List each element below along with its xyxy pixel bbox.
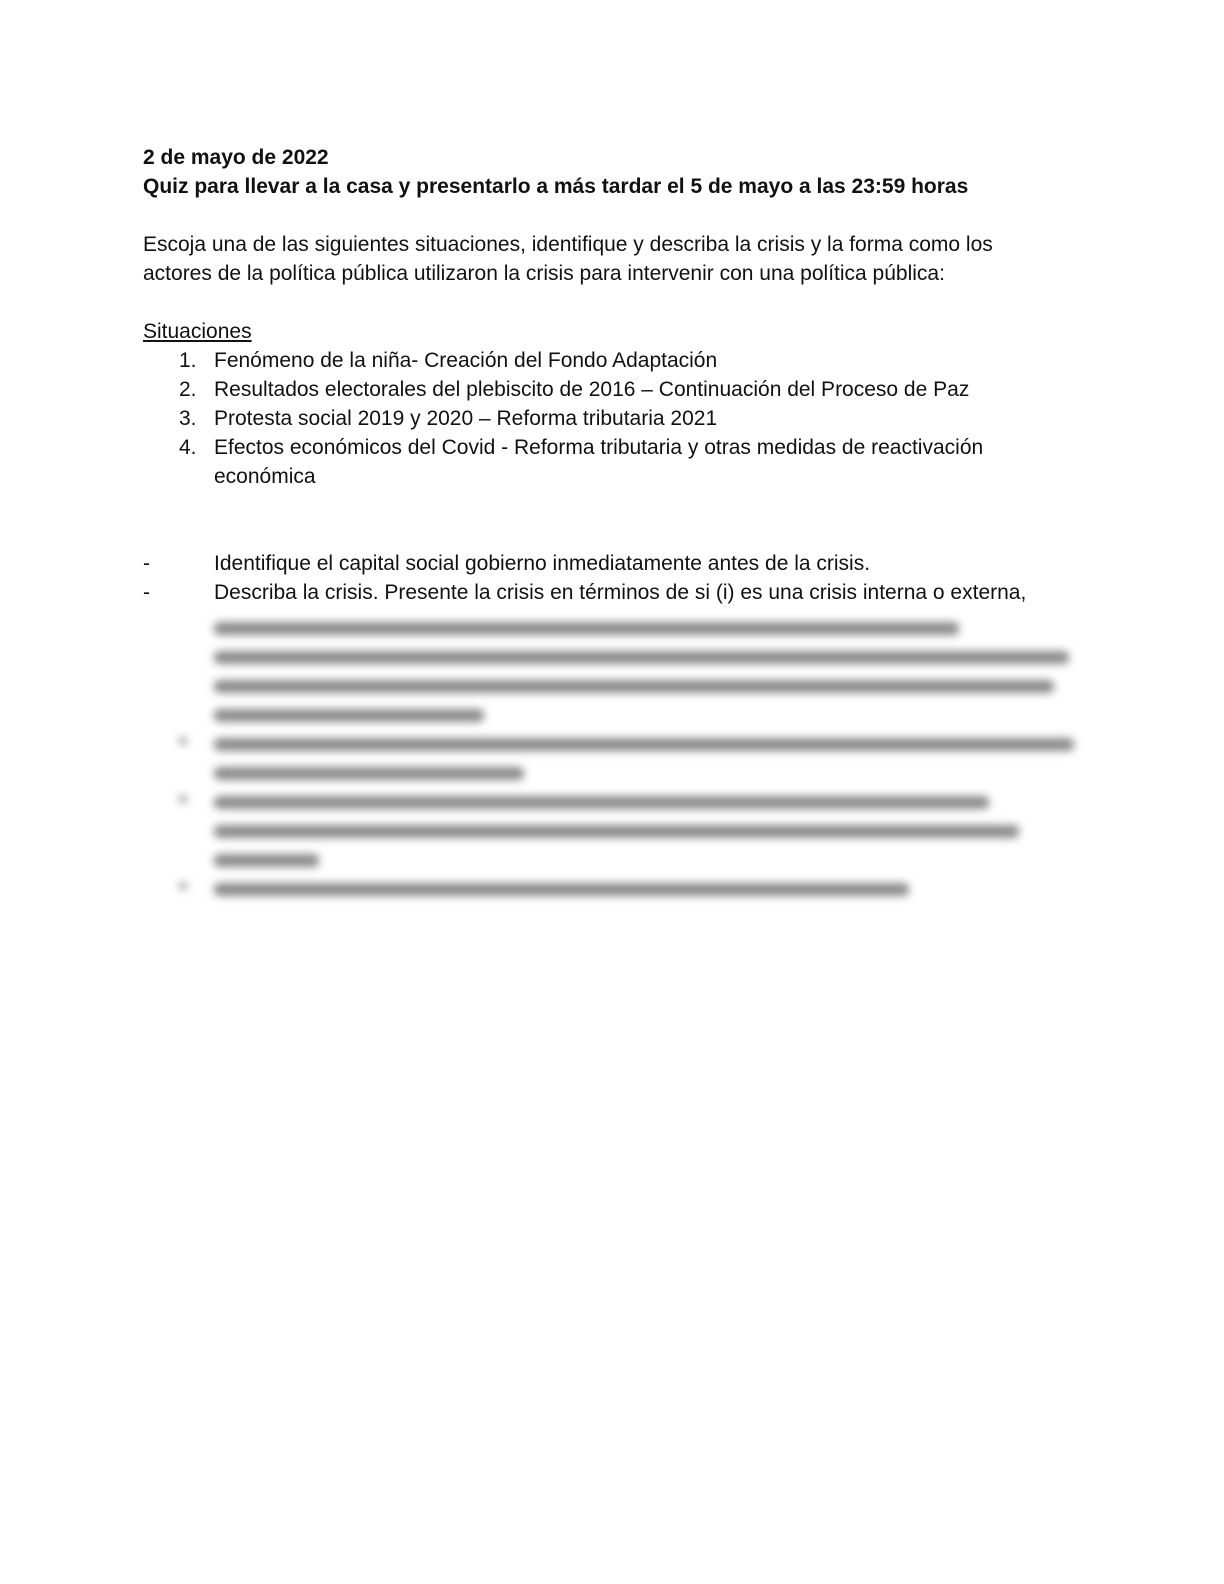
list-item-text: Protesta social 2019 y 2020 – Reforma tributaria 2021	[214, 407, 718, 430]
list-item	[143, 346, 1083, 375]
blurred-line	[214, 825, 1019, 838]
tasks-list	[143, 549, 1083, 607]
list-item	[143, 549, 1083, 578]
blurred-line	[214, 854, 319, 867]
blurred-line	[214, 767, 524, 780]
list-number: 1.	[179, 349, 197, 372]
list-item-text: Resultados electorales del plebiscito de 2016 – Continuación del Proceso de Paz	[214, 378, 970, 401]
document-date: 2 de mayo de 2022	[143, 146, 329, 169]
redacted-blurred-text	[143, 608, 1083, 908]
blurred-line	[214, 796, 989, 809]
blurred-bullet	[179, 796, 187, 802]
blurred-line	[214, 883, 909, 896]
blurred-line	[214, 709, 484, 722]
list-item	[143, 578, 1083, 607]
blurred-bullet	[179, 738, 187, 744]
list-item	[143, 404, 1083, 433]
blurred-bullet	[179, 883, 187, 889]
list-item	[143, 433, 1083, 491]
situations-heading: Situaciones	[143, 320, 252, 343]
blurred-line	[214, 651, 1069, 664]
list-item-text: Fenómeno de la niña- Creación del Fondo Adaptación	[214, 349, 718, 372]
blurred-line	[214, 622, 959, 635]
list-item	[143, 375, 1083, 404]
list-number: 2.	[179, 378, 197, 401]
dash-marker: -	[143, 552, 150, 575]
blurred-line	[214, 738, 1074, 751]
list-item-text: Identifique el capital social gobierno inmediatamente antes de la crisis.	[214, 552, 871, 575]
situations-list	[143, 346, 1083, 491]
document-body	[143, 143, 1083, 607]
list-number: 4.	[179, 436, 197, 459]
list-number: 3.	[179, 407, 197, 430]
list-item-text: Describa la crisis. Presente la crisis en términos de si (i) es una crisis interna o externa,	[214, 581, 1027, 604]
blurred-line	[214, 680, 1054, 693]
instructions-paragraph: Escoja una de las siguientes situaciones, identifique y describa la crisis y la forma como los actores de la política pública utilizaron la crisis para intervenir con una política pública:	[143, 233, 993, 285]
dash-marker: -	[143, 581, 150, 604]
document-title: Quiz para llevar a la casa y presentarlo a más tardar el 5 de mayo a las 23:59 horas	[143, 175, 969, 198]
list-item-text: Efectos económicos del Covid - Reforma tributaria y otras medidas de reactivación económica	[214, 436, 984, 488]
